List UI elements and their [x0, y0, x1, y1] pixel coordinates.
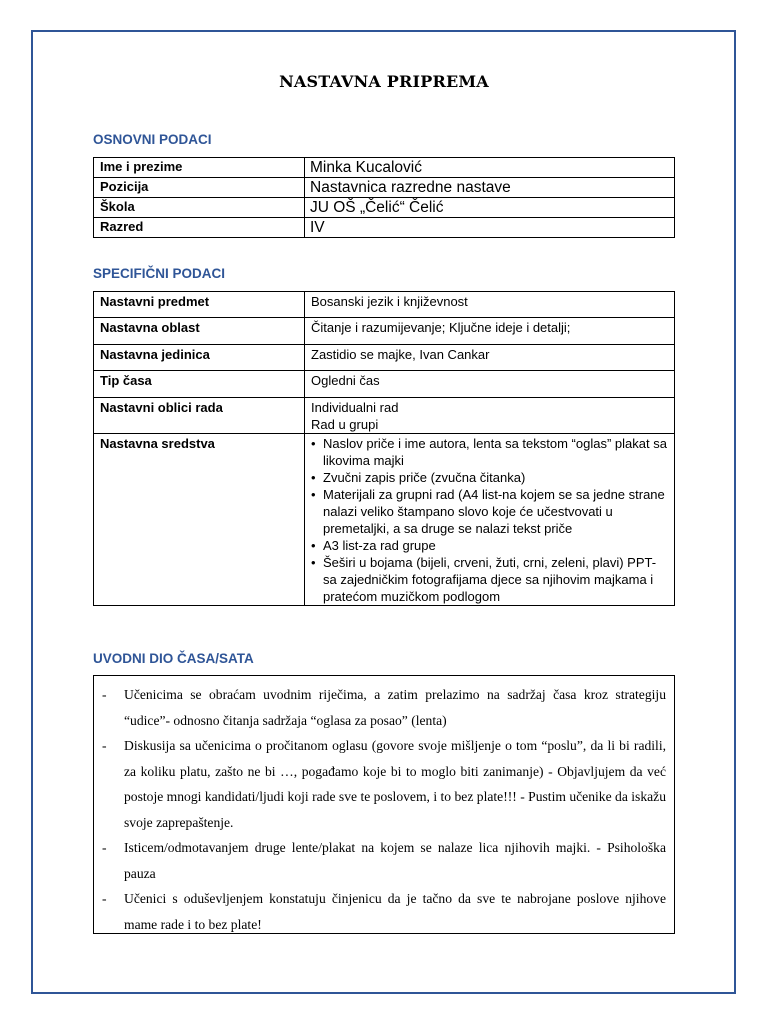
table-row: [94, 434, 675, 606]
table-row: [94, 345, 675, 371]
table-row: [94, 198, 675, 218]
table-row: [94, 218, 675, 238]
section-heading-specificni: SPECIFIČNI PODACI: [93, 266, 226, 281]
row-label: Razred: [94, 218, 305, 238]
table-row: [94, 178, 675, 198]
list-item: • A3 list-za rad grupe: [311, 537, 668, 554]
row-label: Nastavni oblici rada: [94, 398, 305, 434]
table-row: [94, 318, 675, 345]
sredstva-list: [311, 435, 668, 605]
row-value: Zastidio se majke, Ivan Cankar: [305, 345, 675, 371]
list-item: - Učenici s oduševljenjem konstatuju činjenicu da je tačno da sve te nabrojane poslove njihove mame rade i to bez plate!: [124, 886, 666, 937]
row-label: Škola: [94, 198, 305, 218]
row-value: Nastavnica razredne nastave: [305, 178, 675, 198]
row-label: Tip časa: [94, 371, 305, 398]
list-item: - Diskusija sa učenicima o pročitanom oglasu (govore svoje mišljenje o tom “poslu”, da li bi radili, za koliku platu, zašto ne bi …, pogađamo koje bi to moglo biti zanimanje) - Objavljujem da već postoje mnogi kandidati/ljudi koji rade sve te poslovem, i to bez plate!!! - Pustim učenike da iskažu svoje zaprepaštenje.: [124, 733, 666, 835]
document-title: NASTAVNA PRIPREMA: [279, 72, 489, 91]
value-line: Individualni rad: [311, 400, 399, 415]
row-value: JU OŠ „Čelić“ Čelić: [305, 198, 675, 218]
table-row: [94, 371, 675, 398]
list-item: - Isticem/odmotavanjem druge lente/plakat na kojem se nalaze lica njihovih majki. - Psihološka pauza: [124, 835, 666, 886]
uvodni-dio-box: [93, 675, 675, 934]
row-value: Bosanski jezik i književnost: [305, 292, 675, 318]
row-value: IV: [305, 218, 675, 238]
list-item: • Naslov priče i ime autora, lenta sa tekstom “oglas” plakat sa likovima majki: [311, 435, 668, 469]
value-line: Rad u grupi: [311, 417, 379, 432]
row-label: Ime i prezime: [94, 158, 305, 178]
row-label: Nastavni predmet: [94, 292, 305, 318]
section-heading-osnovni: OSNOVNI PODACI: [93, 132, 212, 147]
row-value: [305, 434, 675, 606]
uvodni-list: [94, 676, 674, 937]
list-item: - Učenicima se obraćam uvodnim riječima, a zatim prelazimo na sadržaj časa kroz strategiju “udice”- odnosno čitanja sadržaja “oglasa za posao” (lenta): [124, 682, 666, 733]
specificni-podaci-table: [93, 291, 675, 606]
row-value: Ogledni čas: [305, 371, 675, 398]
row-label: Nastavna sredstva: [94, 434, 305, 606]
section-heading-uvodni: UVODNI DIO ČASA/SATA: [93, 651, 254, 666]
list-item: • Zvučni zapis priče (zvučna čitanka): [311, 469, 668, 486]
osnovni-podaci-table: [93, 157, 675, 238]
row-value: Čitanje i razumijevanje; Ključne ideje i detalji;: [305, 318, 675, 345]
row-value: [305, 398, 675, 434]
table-row: [94, 292, 675, 318]
specificni-podaci-clip: [93, 291, 677, 624]
table-row: [94, 158, 675, 178]
list-item: • Materijali za grupni rad (A4 list-na kojem se sa jedne strane nalazi veliko štampano slovo koje će učestvovati u premetaljki, a sa druge se nalazi tekst priče: [311, 486, 668, 537]
row-value: Minka Kucalović: [305, 158, 675, 178]
table-row: [94, 398, 675, 434]
row-label: Pozicija: [94, 178, 305, 198]
row-label: Nastavna jedinica: [94, 345, 305, 371]
row-label: Nastavna oblast: [94, 318, 305, 345]
list-item: • Šeširi u bojama (bijeli, crveni, žuti, crni, zeleni, plavi) PPT-sa zajedničkim fotografijama djece sa njihovim majkama i pratećom muzičkom podlogom: [311, 554, 668, 605]
